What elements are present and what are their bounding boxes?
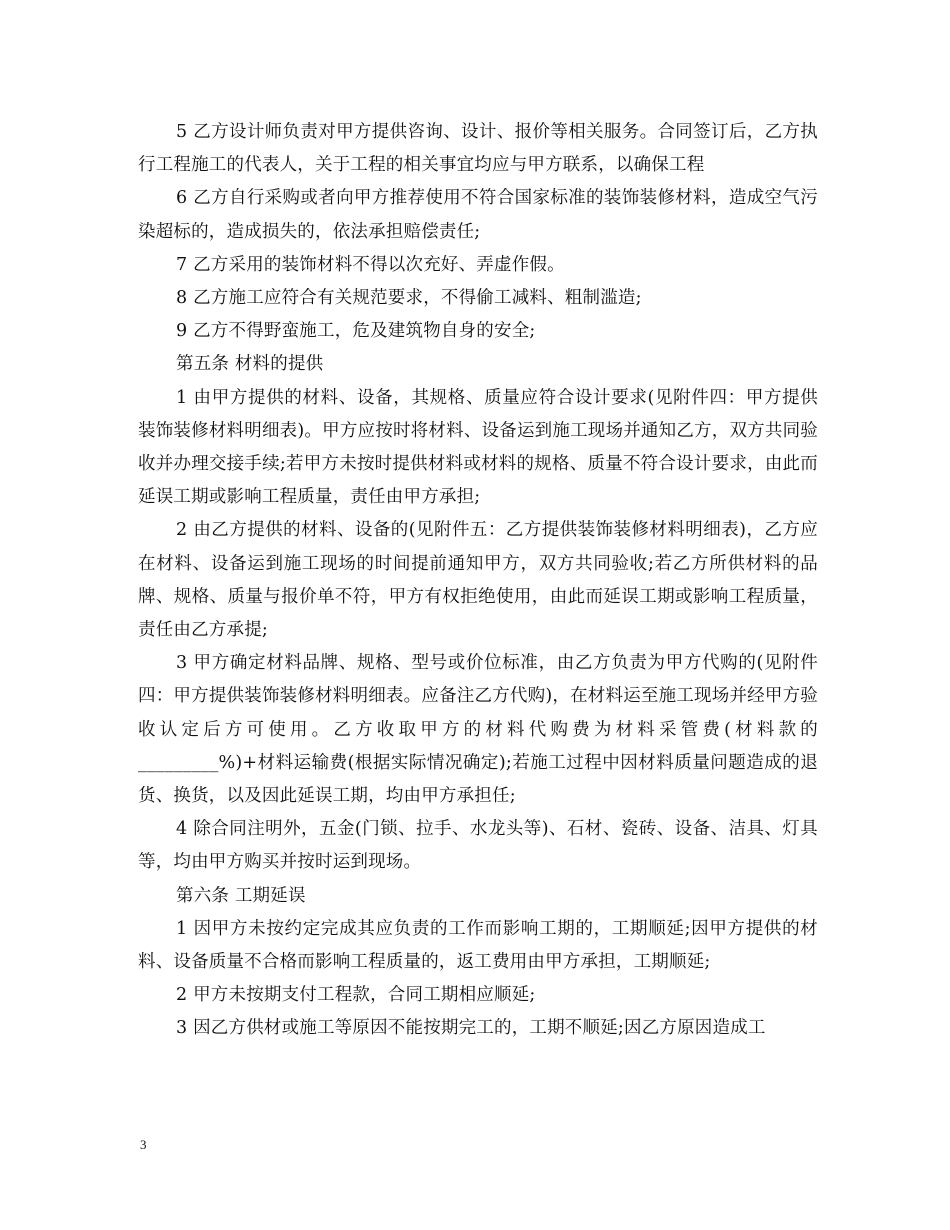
article-6-item-2: 2 甲方未按期支付工程款，合同工期相应顺延;: [176, 985, 536, 1006]
article-6-item-3: 3 因乙方供材或施工等原因不能按期完工的，工期不顺延;因乙方原因造成工: [176, 1018, 766, 1039]
page-number: 3: [140, 1137, 147, 1152]
clause-5-designer-services: 5 乙方设计师负责对甲方提供咨询、设计、报价等相关服务。合同签订后，乙方执行工程施工的代表人，关于工程的相关事宜均应与甲方联系，以确保工程: [138, 122, 818, 176]
article-5-item-4: 4 除合同注明外，五金(门锁、拉手、水龙头等)、石材、瓷砖、设备、洁具、灯具等，均由甲方购买并按时运到现场。: [138, 819, 818, 873]
article-5-heading: 第五条 材料的提供: [176, 354, 324, 375]
document-body: [138, 116, 818, 1046]
article-5-item-3: 3 甲方确定材料品牌、规格、型号或价位标准，由乙方负责为甲方代购的(见附件四：甲方提供装饰装修材料明细表。应备注乙方代购)，在材料运至施工现场并经甲方验收认定后方可使用。乙方收取甲方的材料代购费为材料采管费(材料款的_________%)+材料运输费(根据实际情况确定);若施工过程中因材料质量问题造成的退货、换货，以及因此延误工期，均由甲方承担任;: [138, 653, 818, 807]
clause-7-no-counterfeit: 7 乙方采用的装饰材料不得以次充好、弄虚作假。: [176, 254, 565, 275]
article-5-item-1: 1 由甲方提供的材料、设备，其规格、质量应符合设计要求(见附件四：甲方提供装饰装修材料明细表)。甲方应按时将材料、设备运到施工现场并通知乙方，双方共同验收并办理交接手续;若甲方未按时提供材料或材料的规格、质量不符合设计要求，由此而延误工期或影响工程质量，责任由甲方承担;: [138, 387, 818, 508]
clause-6-material-liability: 6 乙方自行采购或者向甲方推荐使用不符合国家标准的装饰装修材料，造成空气污染超标的，造成损失的，依法承担赔偿责任;: [138, 188, 818, 242]
article-6-heading: 第六条 工期延误: [176, 885, 306, 906]
article-5-item-2: 2 由乙方提供的材料、设备的(见附件五：乙方提供装饰装修材料明细表)，乙方应在材料、设备运到施工现场的时间提前通知甲方，双方共同验收;若乙方所供材料的品牌、规格、质量与报价单不符，甲方有权拒绝使用，由此而延误工期或影响工程质量，责任由乙方承提;: [138, 520, 818, 641]
clause-9-safe-construction: 9 乙方不得野蛮施工，危及建筑物自身的安全;: [176, 321, 536, 342]
article-6-item-1: 1 因甲方未按约定完成其应负责的工作而影响工期的，工期顺延;因甲方提供的材料、设备质量不合格而影响工程质量的，返工费用由甲方承担，工期顺延;: [138, 918, 818, 973]
clause-8-construction-standards: 8 乙方施工应符合有关规范要求，不得偷工减料、粗制滥造;: [176, 288, 642, 309]
